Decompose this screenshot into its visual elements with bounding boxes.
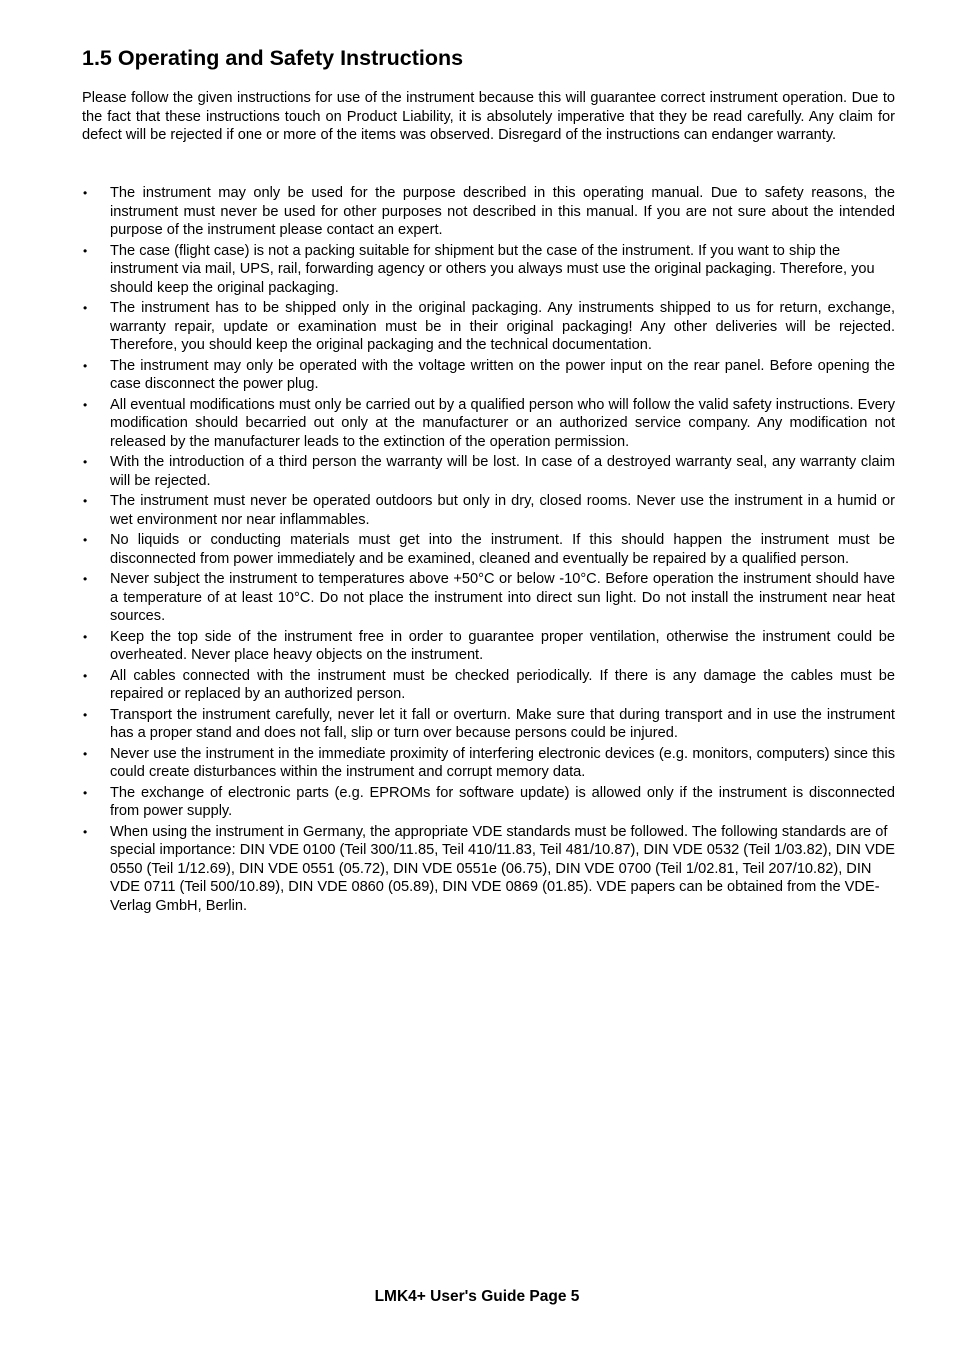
- list-item-text: The instrument may only be operated with the voltage written on the power input on the rear panel. Before opening the case disconnect the power plug.: [110, 357, 895, 392]
- list-item-text: All eventual modifications must only be carried out by a qualified person who will follow the valid safety instructions. Every modification should becarried out only at the manufacturer or an authorized service company. Any modification not released by the manufacturer leads to the extinction of the operation permission.: [110, 396, 895, 450]
- safety-instructions-list: [82, 184, 895, 917]
- list-item-text: The exchange of electronic parts (e.g. EPROMs for software update) is allowed only if the instrument is disconnected from power supply.: [110, 784, 895, 819]
- list-item-text: Never subject the instrument to temperatures above +50°C or below -10°C. Before operation the instrument should have a temperature of at least 10°C. Do not place the instrument into direct sun light. Do not install the instrument near heat sources.: [110, 571, 895, 624]
- list-item-text: Keep the top side of the instrument free in order to guarantee proper ventilation, otherwise the instrument could be overheated. Never place heavy objects on the instrument.: [110, 628, 895, 663]
- list-item-text: Transport the instrument carefully, never let it fall or overturn. Make sure that during transport and in use the instrument has a proper stand and does not fall, slip or turn over because persons could be injured.: [110, 706, 895, 741]
- list-item: [82, 184, 895, 240]
- list-item-text: The instrument may only be used for the purpose described in this operating manual. Due to safety reasons, the instrument must never be used for other purposes not described in this manual. If you are not sure about the intended purpose of the instrument please contact an expert.: [110, 185, 895, 238]
- list-item: [82, 396, 895, 452]
- list-item-text: No liquids or conducting materials must get into the instrument. If this should happen the instrument must be disconnected from power immediately and be examined, cleaned and eventually be repaired by a qualified person.: [110, 532, 895, 567]
- list-item: [82, 745, 895, 782]
- bullet-icon: •: [83, 572, 88, 586]
- bullet-icon: •: [83, 746, 88, 761]
- bullet-icon: •: [83, 186, 88, 200]
- bullet-icon: •: [83, 533, 88, 547]
- bullet-icon: •: [83, 824, 88, 839]
- bullet-icon: •: [83, 707, 88, 722]
- bullet-icon: •: [83, 785, 88, 800]
- bullet-icon: •: [83, 494, 88, 508]
- list-item-text: Never use the instrument in the immediate proximity of interfering electronic devices (e.g. monitors, computers) since this could create disturbances within the instrument and corrupt memory data.: [110, 745, 895, 780]
- list-item: [82, 667, 895, 704]
- list-item: [82, 242, 895, 298]
- page-footer: LMK4+ User's Guide Page 5: [374, 1288, 580, 1305]
- list-item: [82, 299, 895, 355]
- list-item: [82, 706, 895, 743]
- list-item-text: With the introduction of a third person the warranty will be lost. In case of a destroyed warranty seal, any warranty claim will be rejected.: [110, 454, 895, 489]
- intro-paragraph: Please follow the given instructions for use of the instrument because this will guarantee correct instrument operation. Due to the fact that these instructions touch on Product Liability, it is absolutely imperative that they be read carefully. Any claim for defect will be rejected if one or more of the items was observed. Disregard of the instructions can endanger warranty.: [82, 90, 895, 143]
- bullet-icon: •: [83, 455, 88, 469]
- list-item-text: All cables connected with the instrument must be checked periodically. If there is any damage the cables must be repaired or replaced by an authorized person.: [110, 667, 895, 702]
- list-item: [82, 823, 895, 916]
- list-item: [82, 453, 895, 490]
- list-item: [82, 357, 895, 394]
- list-item: [82, 492, 895, 529]
- list-item: [82, 628, 895, 665]
- bullet-icon: •: [83, 397, 88, 412]
- bullet-icon: •: [83, 668, 88, 683]
- list-item: [82, 570, 895, 626]
- list-item: [82, 784, 895, 821]
- section-heading: 1.5 Operating and Safety Instructions: [82, 46, 464, 70]
- list-item: [82, 531, 895, 568]
- bullet-icon: •: [83, 629, 88, 644]
- bullet-icon: •: [83, 243, 88, 258]
- bullet-icon: •: [83, 358, 88, 373]
- list-item-text: The instrument must never be operated outdoors but only in dry, closed rooms. Never use the instrument in a humid or wet environment nor near inflammables.: [110, 493, 895, 528]
- list-item-text: The instrument has to be shipped only in the original packaging. Any instruments shipped to us for return, exchange, warranty repair, update or examination must be in their original packaging! Any other deliveries will be rejected. Therefore, you should keep the original packaging and the technical documentation.: [110, 300, 895, 353]
- list-item-text: The case (flight case) is not a packing suitable for shipment but the case of the instrument. If you want to ship the instrument via mail, UPS, rail, forwarding agency or others you always must use the original packaging. Therefore, you should keep the original packaging.: [110, 242, 875, 296]
- list-item-text: When using the instrument in Germany, the appropriate VDE standards must be followed. The following standards are of special importance: DIN VDE 0100 (Teil 300/11.85, Teil 410/11.83, Teil 481/10.87), DIN VDE 0532 (Teil 1/03.82), DIN VDE 0550 (Teil 1/12.69), DIN VDE 0551 (05.72), DIN VDE 0551e (06.75), DIN VDE 0700 (Teil 1/02.81, Teil 207/10.82), DIN VDE 0711 (Teil 500/10.89), DIN VDE 0860 (05.89), DIN VDE 0869 (01.85). VDE papers can be obtained from the VDE-Verlag GmbH, Berlin.: [110, 823, 895, 914]
- bullet-icon: •: [83, 301, 88, 315]
